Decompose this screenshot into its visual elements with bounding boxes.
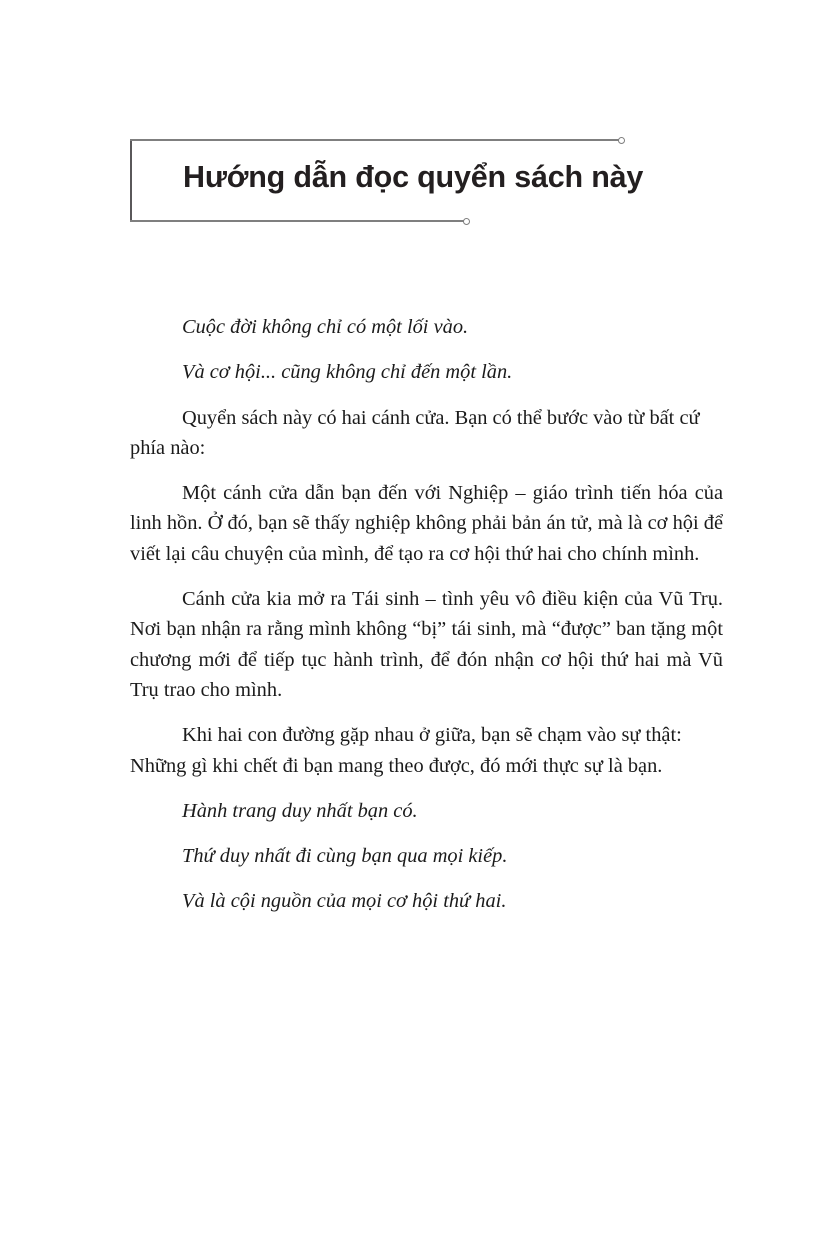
paragraph: Hành trang duy nhất bạn có.	[182, 799, 418, 822]
chapter-title-block	[130, 139, 690, 223]
paragraph: Cánh cửa kia mở ra Tái sinh – tình yêu vô điều kiện của Vũ Trụ. Nơi bạn nhận ra rằng mình không “bị” tái sinh, mà “được” ban tặng một chương mới để tiếp tục hành trình, để đón nhận cơ hội thứ hai mà Vũ Trụ trao cho mình.	[130, 588, 723, 701]
paragraph: Quyển sách này có hai cánh cửa. Bạn có thể bước vào từ bất cứ phía nào:	[130, 406, 700, 459]
paragraph: Và cơ hội... cũng không chỉ đến một lần.	[182, 361, 513, 384]
body-text-column	[130, 312, 723, 917]
paragraph: Cuộc đời không chỉ có một lối vào.	[182, 316, 469, 338]
paragraph: Thứ duy nhất đi cùng bạn qua mọi kiếp.	[182, 845, 508, 868]
title-frame-left-rule	[130, 139, 132, 222]
circle-endpoint-top-icon	[618, 137, 625, 144]
paragraph: Một cánh cửa dẫn bạn đến với Nghiệp – giáo trình tiến hóa của linh hồn. Ở đó, bạn sẽ thấy nghiệp không phải bản án tử, mà là cơ hội để viết lại câu chuyện của mình, để tạo ra cơ hội thứ hai cho chính mình.	[130, 482, 723, 565]
title-frame-bottom-rule	[130, 220, 466, 222]
paragraph: Khi hai con đường gặp nhau ở giữa, bạn sẽ chạm vào sự thật: Những gì khi chết đi bạn mang theo được, đó mới thực sự là bạn.	[130, 724, 682, 777]
page-title: Hướng dẫn đọc quyển sách này	[183, 160, 644, 194]
title-frame-top-rule	[130, 139, 621, 141]
paragraph: Và là cội nguồn của mọi cơ hội thứ hai.	[182, 890, 507, 913]
circle-endpoint-bottom-icon	[463, 218, 470, 225]
